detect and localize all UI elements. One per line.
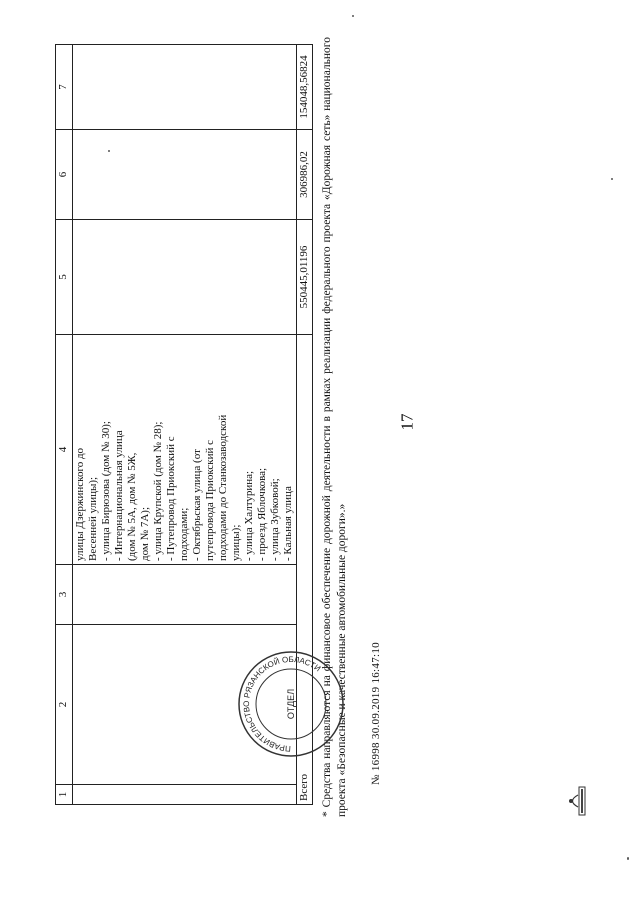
header-cell: 6 xyxy=(56,130,73,220)
street-line: - Октябрьская улица (от xyxy=(191,449,203,561)
official-stamp xyxy=(236,649,346,759)
header-cell: 4 xyxy=(56,335,73,565)
header-cell: 7 xyxy=(56,45,73,130)
table-cell xyxy=(73,45,297,130)
street-line: путепровода Приокский с xyxy=(204,439,216,561)
header-cell: 5 xyxy=(56,220,73,335)
total-label-cell: Всего xyxy=(297,335,313,805)
scan-speck xyxy=(611,178,613,180)
table-header-row xyxy=(56,45,73,805)
street-line: - улица Крупской (дом № 28); xyxy=(152,421,164,561)
street-line: - Путепровод Приокский с xyxy=(165,436,177,561)
total-col5: 550445,01196 xyxy=(297,220,313,335)
street-line: Весенней улицы); xyxy=(87,476,99,561)
table-cell xyxy=(73,785,297,805)
street-line: улицы Дзержинского до xyxy=(74,447,86,561)
scan-speck xyxy=(352,15,354,17)
table-cell xyxy=(73,130,297,220)
table-cell xyxy=(73,220,297,335)
page-number: 17 xyxy=(397,413,417,431)
scan-speck xyxy=(627,857,629,860)
street-list-cell xyxy=(73,335,297,565)
scan-speck xyxy=(108,150,110,152)
street-line: - улица Бирюзова (дом № 30); xyxy=(100,421,112,561)
street-line: дом № 7А); xyxy=(139,506,151,561)
table-cell xyxy=(73,565,297,625)
footnote: * Средства направляются на финансовое обеспечение дорожной деятельности в рамках реализации федерального проекта «Дорожная сеть» национального проекта «Безопасные и качественные автомобильные дороги».» xyxy=(321,37,348,817)
street-line: улицы); xyxy=(230,524,242,561)
stamp-center-text: ОТДЕЛ xyxy=(286,688,296,720)
coat-of-arms-icon xyxy=(565,785,587,817)
rotated-document xyxy=(0,5,640,845)
header-cell: 1 xyxy=(56,785,73,805)
total-col6: 306986,02 xyxy=(297,130,313,220)
street-line: подходами; xyxy=(178,507,190,561)
street-line: - Кальная улица xyxy=(282,486,294,561)
street-line: - улица Зубковой; xyxy=(269,478,281,561)
total-col7: 154048,56824 xyxy=(297,45,313,130)
street-line: (дом № 5А, дом № 5Ж, xyxy=(126,452,138,561)
header-cell: 3 xyxy=(56,565,73,625)
street-line: - проезд Яблочкова; xyxy=(256,467,268,561)
street-line: подходами до Станкозаводской xyxy=(217,414,229,561)
header-cell: 2 xyxy=(56,625,73,785)
registration-number: № 16998 30.09.2019 16:47:10 xyxy=(370,642,382,785)
street-line: - Интернациональная улица xyxy=(113,430,125,561)
stamp-ring-text: ПРАВИТЕЛЬСТВО РЯЗАНСКОЙ ОБЛАСТИ xyxy=(241,654,323,754)
street-line: - улица Халтурина; xyxy=(243,470,255,561)
